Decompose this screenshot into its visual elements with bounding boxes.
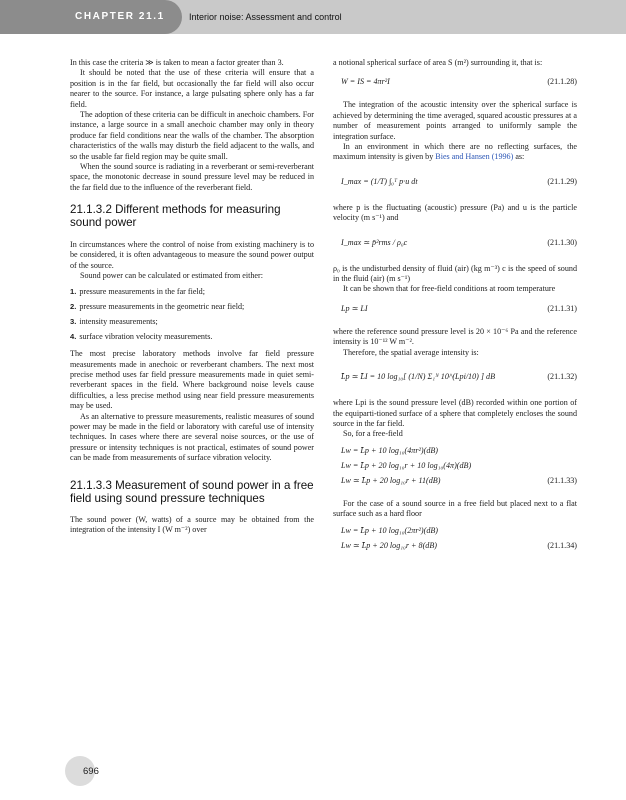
- equation-body: Lw ≃ L̄p + 20 log₁₀r + 8(dB): [341, 540, 437, 550]
- equation-body: W = IS = 4πr²I: [341, 77, 390, 87]
- chapter-label: CHAPTER 21.1: [75, 11, 165, 22]
- equation-21-1-32: [333, 363, 577, 393]
- equation-line: [333, 541, 577, 556]
- list-number: 4.: [70, 331, 77, 341]
- equation-21-1-28: [333, 73, 577, 95]
- equation-number: (21.1.34): [547, 540, 577, 550]
- equation-21-1-30: [333, 229, 577, 259]
- paragraph: It should be noted that the use of these criteria will ensure that a position is in the far field, but occasionally the far field will also occur nearer to the source. For instance, a large pulsating sphere only has a far field.: [70, 68, 314, 109]
- list-text: surface vibration velocity measurements.: [79, 331, 213, 341]
- equation-line: [333, 446, 577, 461]
- equation-body: Lw = L̄p + 10 log₁₀(4πr²)(dB): [341, 445, 439, 455]
- list-number: 2.: [70, 302, 77, 312]
- paragraph: In circumstances where the control of noise from existing machinery is to be considered, it is often advantageous to measure the sound power output of the source.: [70, 239, 314, 270]
- equation-number: (21.1.28): [547, 77, 577, 87]
- list-number: 3.: [70, 316, 77, 326]
- paragraph: Sound power can be calculated or estimated from either:: [80, 270, 263, 280]
- right-column: [333, 58, 577, 564]
- page-number: 696: [83, 766, 99, 777]
- equation-body: Lw ≃ L̄p + 20 log₁₀r + 11(dB): [341, 475, 441, 485]
- paragraph: a notional spherical surface of area S (m²) surrounding it, that is:: [333, 58, 543, 67]
- equation-number: (21.1.29): [547, 176, 577, 186]
- paragraph: The most precise laboratory methods involve far field pressure measurements made in anechoic or reverberant chambers. The next most precise method uses far field pressure measurements made in quiet semi-reverberant spaces in the field. Where background noise levels cause difficulties, a less precise method using near field pressure measurements may be used.: [70, 349, 314, 411]
- list-item: [70, 332, 314, 342]
- equation-body: I_max ≃ p̄²rms / ρ₀c: [341, 237, 408, 247]
- equation-number: (21.1.33): [547, 475, 577, 485]
- paragraph: In this case the criteria ≫ is taken to mean a factor greater than 3.: [70, 58, 284, 67]
- equation-body: Lp ≃ LI: [341, 303, 368, 313]
- text-run: In an environment in which there are no reflecting surfaces, the maximum intensity is given by: [333, 142, 577, 162]
- left-column: [70, 58, 314, 536]
- list-item: [70, 287, 314, 297]
- method-list: [70, 287, 314, 342]
- citation-link[interactable]: Bies and Hansen (1996): [435, 152, 514, 162]
- equation-body: L̄p ≃ L̄I = 10 log₁₀[ (1/N) Σ₁ᴺ 10^(Lpi/10) ] dB: [341, 372, 496, 382]
- paragraph: As an alternative to pressure measurements, realistic measures of sound power may be made in the field or laboratory with careful use of intensity techniques. In cases where there are several noise sources, or the use of pressure or intensity techniques is not practical, estimates of sound power can be made from measurements of surface vibration velocity.: [70, 411, 314, 463]
- paragraph: For the case of a sound source in a free field but placed next to a flat surface such as a hard floor: [333, 498, 577, 519]
- paragraph: It can be shown that for free-field conditions at room temperature: [343, 284, 556, 294]
- equation-number: (21.1.31): [547, 303, 577, 313]
- list-text: pressure measurements in the far field;: [79, 287, 205, 297]
- list-item: [70, 302, 314, 312]
- section-heading: 21.1.3.2 Different methods for measuring sound power: [70, 203, 281, 230]
- equation-line: [333, 526, 577, 541]
- equation-body: Lw = L̄p + 20 log₁₀r + 10 log₁₀(4π)(dB): [341, 460, 472, 470]
- paragraph: When the sound source is radiating in a reverberant or semi-reverberant space, the monotonic decrease in sound pressure level may be reduced in the far field due to the influence of the reverberant field.: [70, 162, 314, 192]
- list-text: pressure measurements in the geometric near field;: [79, 302, 245, 312]
- paragraph: So, for a free-field: [343, 429, 403, 439]
- paragraph: where Lpi is the sound pressure level (dB) recorded within one portion of the equiparti-tioned surface of a sphere that completely encloses the sound source in the far field.: [333, 398, 577, 428]
- paragraph: The integration of the acoustic intensity over the spherical surface is achieved by determining the time averaged, squared acoustic pressures at a number of measurement points arranged to uniformly sample the integration surface.: [333, 100, 577, 141]
- equation-line: [333, 476, 577, 491]
- paragraph: [333, 142, 577, 163]
- equation-body: Lw = L̄p + 10 log₁₀(2πr²)(dB): [341, 525, 439, 535]
- list-number: 1.: [70, 287, 77, 297]
- paragraph: where p is the fluctuating (acoustic) pressure (Pa) and u is the particle velocity (m s⁻¹) and: [333, 202, 577, 223]
- paragraph: where the reference sound pressure level is 20 × 10⁻⁶ Pa and the reference intensity is 10⁻¹² W m⁻².: [333, 326, 577, 347]
- list-item: [70, 317, 314, 327]
- chapter-title: Interior noise: Assessment and control: [189, 12, 342, 22]
- text-run: as:: [513, 152, 525, 162]
- equation-body: I_max = (1/T) ∫₀ᵀ p·u dt: [341, 176, 418, 186]
- equation-line: [333, 461, 577, 476]
- list-text: intensity measurements;: [79, 316, 158, 326]
- paragraph: The sound power (W, watts) of a source may be obtained from the integration of the intensity I (W m⁻²) over: [70, 514, 314, 535]
- paragraph: Therefore, the spatial average intensity is:: [343, 347, 479, 357]
- equation-number: (21.1.30): [547, 237, 577, 247]
- equation-21-1-31: [333, 300, 577, 322]
- equation-21-1-29: [333, 168, 577, 198]
- paragraph: ρ₀ is the undisturbed density of fluid (air) (kg m⁻³) c is the speed of sound in the fluid (air) (m s⁻¹): [333, 263, 577, 284]
- equation-21-1-33: [333, 446, 577, 491]
- equation-number: (21.1.32): [547, 372, 577, 382]
- paragraph: The adoption of these criteria can be difficult in anechoic chambers. For instance, a large source in a small anechoic chamber may only in theory produce far field conditions near the walls of the chamber. The absorption characteristics of the walls may disturb the field adjacent to the walls, and so the usable far field region may be quite small.: [70, 110, 314, 161]
- section-heading: 21.1.3.3 Measurement of sound power in a free field using sound pressure techniques: [70, 478, 314, 505]
- equation-21-1-34: [333, 526, 577, 556]
